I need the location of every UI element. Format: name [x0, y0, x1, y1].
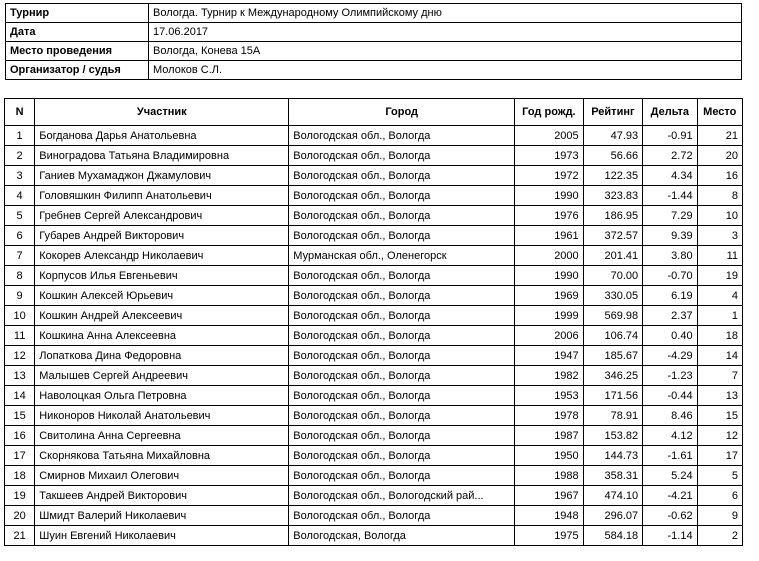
cell-birth-year: 1988 — [515, 466, 584, 486]
column-header-rating: Рейтинг — [583, 99, 642, 126]
cell-city: Вологодская обл., Вологда — [289, 326, 515, 346]
cell-delta: 8.46 — [643, 406, 697, 426]
table-row — [5, 506, 743, 526]
cell-rating: 56.66 — [583, 146, 642, 166]
cell-rating: 185.67 — [583, 346, 642, 366]
table-row — [5, 266, 743, 286]
table-row — [5, 486, 743, 506]
cell-birth-year: 1975 — [515, 526, 584, 546]
cell-place: 6 — [697, 486, 742, 506]
cell-place: 4 — [697, 286, 742, 306]
cell-rating: 569.98 — [583, 306, 642, 326]
table-row — [5, 226, 743, 246]
results-body — [5, 126, 743, 546]
cell-participant: Богданова Дарья Анатольевна — [35, 126, 289, 146]
cell-rating: 474.10 — [583, 486, 642, 506]
cell-number: 16 — [5, 426, 35, 446]
cell-number: 4 — [5, 186, 35, 206]
cell-rating: 296.07 — [583, 506, 642, 526]
table-row — [5, 166, 743, 186]
cell-participant: Кокорев Александр Николаевич — [35, 246, 289, 266]
cell-delta: -1.44 — [643, 186, 697, 206]
cell-place: 20 — [697, 146, 742, 166]
table-row — [5, 366, 743, 386]
cell-participant: Смирнов Михаил Олегович — [35, 466, 289, 486]
cell-participant: Шуин Евгений Николаевич — [35, 526, 289, 546]
cell-birth-year: 1947 — [515, 346, 584, 366]
cell-birth-year: 1990 — [515, 266, 584, 286]
cell-city: Вологодская обл., Вологда — [289, 226, 515, 246]
table-row — [5, 326, 743, 346]
table-row — [5, 406, 743, 426]
cell-delta: 4.12 — [643, 426, 697, 446]
cell-number: 19 — [5, 486, 35, 506]
cell-number: 6 — [5, 226, 35, 246]
cell-city: Вологодская обл., Вологда — [289, 146, 515, 166]
table-row — [5, 446, 743, 466]
cell-place: 21 — [697, 126, 742, 146]
cell-birth-year: 1973 — [515, 146, 584, 166]
cell-number: 7 — [5, 246, 35, 266]
cell-place: 18 — [697, 326, 742, 346]
cell-city: Вологодская обл., Вологда — [289, 366, 515, 386]
cell-city: Вологодская обл., Вологодский рай... — [289, 486, 515, 506]
table-row — [5, 306, 743, 326]
cell-rating: 584.18 — [583, 526, 642, 546]
tournament-label: Турнир — [6, 4, 149, 23]
cell-city: Вологодская обл., Вологда — [289, 186, 515, 206]
cell-birth-year: 1987 — [515, 426, 584, 446]
cell-delta: -1.23 — [643, 366, 697, 386]
cell-city: Вологодская обл., Вологда — [289, 406, 515, 426]
cell-place: 17 — [697, 446, 742, 466]
cell-number: 11 — [5, 326, 35, 346]
cell-number: 2 — [5, 146, 35, 166]
column-header-city: Город — [289, 99, 515, 126]
cell-participant: Головяшкин Филипп Анатольевич — [35, 186, 289, 206]
tournament-info-table — [5, 3, 742, 80]
results-table — [4, 98, 743, 546]
cell-participant: Свитолина Анна Сергеевна — [35, 426, 289, 446]
cell-delta: 7.29 — [643, 206, 697, 226]
cell-delta: -4.21 — [643, 486, 697, 506]
results-header-row — [5, 99, 743, 126]
cell-city: Вологодская, Вологда — [289, 526, 515, 546]
cell-number: 9 — [5, 286, 35, 306]
cell-birth-year: 1978 — [515, 406, 584, 426]
cell-city: Вологодская обл., Вологда — [289, 166, 515, 186]
cell-rating: 346.25 — [583, 366, 642, 386]
cell-delta: 2.72 — [643, 146, 697, 166]
cell-birth-year: 1982 — [515, 366, 584, 386]
cell-number: 13 — [5, 366, 35, 386]
cell-birth-year: 1999 — [515, 306, 584, 326]
cell-place: 1 — [697, 306, 742, 326]
cell-number: 10 — [5, 306, 35, 326]
cell-rating: 122.35 — [583, 166, 642, 186]
cell-delta: -1.61 — [643, 446, 697, 466]
cell-city: Вологодская обл., Вологда — [289, 386, 515, 406]
cell-rating: 186.95 — [583, 206, 642, 226]
cell-number: 21 — [5, 526, 35, 546]
cell-place: 19 — [697, 266, 742, 286]
cell-birth-year: 2005 — [515, 126, 584, 146]
cell-city: Вологодская обл., Вологда — [289, 466, 515, 486]
cell-birth-year: 1967 — [515, 486, 584, 506]
cell-number: 17 — [5, 446, 35, 466]
cell-place: 16 — [697, 166, 742, 186]
organizer-label: Организатор / судья — [6, 61, 149, 80]
cell-delta: -1.14 — [643, 526, 697, 546]
venue-value: Вологда, Конева 15А — [149, 42, 742, 61]
cell-number: 14 — [5, 386, 35, 406]
cell-delta: -4.29 — [643, 346, 697, 366]
cell-participant: Кошкин Андрей Алексеевич — [35, 306, 289, 326]
cell-birth-year: 1950 — [515, 446, 584, 466]
cell-birth-year: 1976 — [515, 206, 584, 226]
cell-city: Вологодская обл., Вологда — [289, 426, 515, 446]
cell-place: 12 — [697, 426, 742, 446]
cell-participant: Кошкина Анна Алексеевна — [35, 326, 289, 346]
cell-city: Вологодская обл., Вологда — [289, 266, 515, 286]
cell-birth-year: 2006 — [515, 326, 584, 346]
cell-place: 11 — [697, 246, 742, 266]
cell-participant: Никоноров Николай Анатольевич — [35, 406, 289, 426]
table-row — [5, 146, 743, 166]
cell-participant: Виноградова Татьяна Владимировна — [35, 146, 289, 166]
cell-birth-year: 1948 — [515, 506, 584, 526]
cell-rating: 70.00 — [583, 266, 642, 286]
column-header-participant: Участник — [35, 99, 289, 126]
table-row — [5, 186, 743, 206]
cell-birth-year: 1969 — [515, 286, 584, 306]
cell-place: 13 — [697, 386, 742, 406]
cell-birth-year: 1953 — [515, 386, 584, 406]
cell-place: 5 — [697, 466, 742, 486]
cell-rating: 78.91 — [583, 406, 642, 426]
cell-rating: 153.82 — [583, 426, 642, 446]
cell-city: Вологодская обл., Вологда — [289, 306, 515, 326]
cell-place: 8 — [697, 186, 742, 206]
cell-rating: 323.83 — [583, 186, 642, 206]
cell-place: 15 — [697, 406, 742, 426]
cell-participant: Шмидт Валерий Николаевич — [35, 506, 289, 526]
cell-birth-year: 2000 — [515, 246, 584, 266]
organizer-value: Молоков С.Л. — [149, 61, 742, 80]
table-row — [5, 466, 743, 486]
cell-place: 2 — [697, 526, 742, 546]
cell-participant: Корпусов Илья Евгеньевич — [35, 266, 289, 286]
column-header-place: Место — [697, 99, 742, 126]
column-header-number: N — [5, 99, 35, 126]
cell-rating: 201.41 — [583, 246, 642, 266]
info-row-organizer — [6, 61, 742, 80]
cell-rating: 372.57 — [583, 226, 642, 246]
cell-city: Вологодская обл., Вологда — [289, 446, 515, 466]
info-row-tournament — [6, 4, 742, 23]
cell-participant: Гребнев Сергей Александрович — [35, 206, 289, 226]
info-row-venue — [6, 42, 742, 61]
cell-delta: -0.70 — [643, 266, 697, 286]
cell-delta: 3.80 — [643, 246, 697, 266]
table-row — [5, 346, 743, 366]
cell-number: 5 — [5, 206, 35, 226]
cell-delta: -0.91 — [643, 126, 697, 146]
cell-city: Вологодская обл., Вологда — [289, 286, 515, 306]
cell-birth-year: 1961 — [515, 226, 584, 246]
column-header-delta: Дельта — [643, 99, 697, 126]
cell-delta: 5.24 — [643, 466, 697, 486]
cell-number: 3 — [5, 166, 35, 186]
cell-delta: 4.34 — [643, 166, 697, 186]
cell-place: 7 — [697, 366, 742, 386]
cell-city: Вологодская обл., Вологда — [289, 206, 515, 226]
cell-city: Мурманская обл., Оленегорск — [289, 246, 515, 266]
venue-label: Место проведения — [6, 42, 149, 61]
cell-place: 14 — [697, 346, 742, 366]
cell-city: Вологодская обл., Вологда — [289, 126, 515, 146]
cell-participant: Скорнякова Татьяна Михайловна — [35, 446, 289, 466]
cell-rating: 358.31 — [583, 466, 642, 486]
cell-city: Вологодская обл., Вологда — [289, 346, 515, 366]
date-value: 17.06.2017 — [149, 23, 742, 42]
cell-city: Вологодская обл., Вологда — [289, 506, 515, 526]
table-row — [5, 246, 743, 266]
cell-number: 15 — [5, 406, 35, 426]
cell-participant: Губарев Андрей Викторович — [35, 226, 289, 246]
cell-rating: 144.73 — [583, 446, 642, 466]
table-row — [5, 426, 743, 446]
cell-number: 8 — [5, 266, 35, 286]
table-row — [5, 526, 743, 546]
cell-number: 18 — [5, 466, 35, 486]
cell-number: 1 — [5, 126, 35, 146]
cell-rating: 171.56 — [583, 386, 642, 406]
cell-number: 20 — [5, 506, 35, 526]
cell-participant: Малышев Сергей Андреевич — [35, 366, 289, 386]
cell-place: 9 — [697, 506, 742, 526]
date-label: Дата — [6, 23, 149, 42]
tournament-value: Вологда. Турнир к Международному Олимпийскому дню — [149, 4, 742, 23]
cell-delta: 9.39 — [643, 226, 697, 246]
table-row — [5, 386, 743, 406]
cell-place: 3 — [697, 226, 742, 246]
cell-number: 12 — [5, 346, 35, 366]
cell-rating: 106.74 — [583, 326, 642, 346]
cell-rating: 330.05 — [583, 286, 642, 306]
cell-participant: Кошкин Алексей Юрьевич — [35, 286, 289, 306]
cell-delta: 6.19 — [643, 286, 697, 306]
cell-delta: 2.37 — [643, 306, 697, 326]
cell-delta: -0.44 — [643, 386, 697, 406]
table-row — [5, 126, 743, 146]
cell-participant: Лопаткова Дина Федоровна — [35, 346, 289, 366]
cell-participant: Наволоцкая Ольга Петровна — [35, 386, 289, 406]
table-row — [5, 206, 743, 226]
cell-delta: -0.62 — [643, 506, 697, 526]
cell-birth-year: 1972 — [515, 166, 584, 186]
table-row — [5, 286, 743, 306]
info-row-date — [6, 23, 742, 42]
column-header-birth-year: Год рожд. — [515, 99, 584, 126]
cell-birth-year: 1990 — [515, 186, 584, 206]
cell-delta: 0.40 — [643, 326, 697, 346]
cell-rating: 47.93 — [583, 126, 642, 146]
cell-place: 10 — [697, 206, 742, 226]
cell-participant: Такшеев Андрей Викторович — [35, 486, 289, 506]
cell-participant: Ганиев Мухамаджон Джамулович — [35, 166, 289, 186]
